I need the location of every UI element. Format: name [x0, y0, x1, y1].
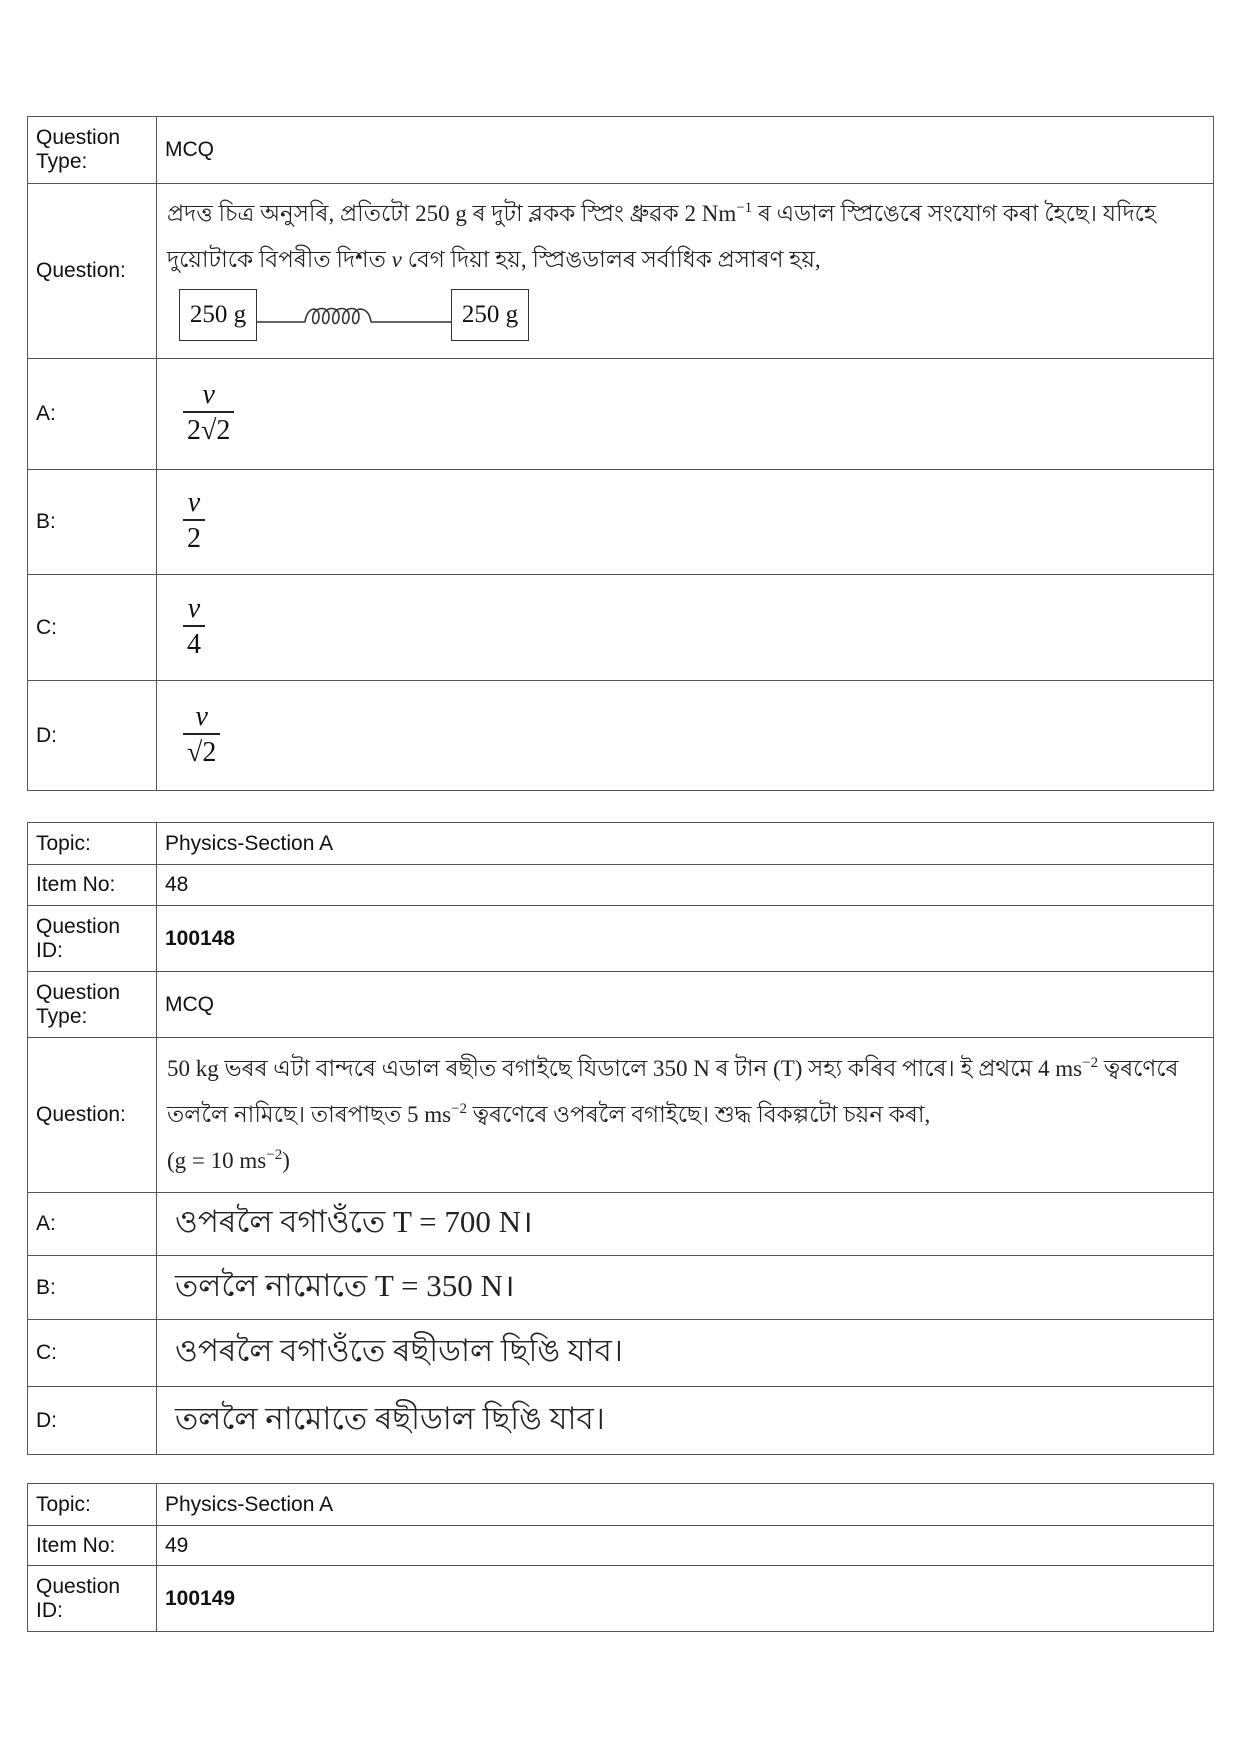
- superscript: −2: [451, 1101, 468, 1117]
- topic-value: Physics-Section A: [157, 1484, 1214, 1526]
- option-d[interactable]: [157, 681, 1214, 791]
- option-row-d: [28, 1387, 1214, 1455]
- option-label: B:: [28, 1256, 157, 1320]
- question-id-row: [28, 906, 1214, 972]
- question-id-row: [28, 1566, 1214, 1632]
- option-row-c: [28, 1320, 1214, 1387]
- fraction-numerator: v: [195, 700, 208, 732]
- option-a[interactable]: [157, 1193, 1214, 1256]
- option-b[interactable]: [157, 1256, 1214, 1320]
- option-label: A:: [28, 1193, 157, 1256]
- option-label: C:: [28, 1320, 157, 1387]
- item-no-label: Item No:: [28, 1526, 157, 1566]
- topic-label: Topic:: [28, 1484, 157, 1526]
- question-49-table: [27, 1483, 1214, 1632]
- question-text-line2-end: বেগ দিয়া হয়, স্প্ৰিঙডালৰ সৰ্বাধিক প্ৰসাৰণ হয়,: [401, 247, 821, 272]
- fraction-denominator: 2√2: [183, 411, 234, 449]
- gravity-note: (g = 10 ms: [167, 1148, 267, 1173]
- question-row: [28, 184, 1214, 359]
- option-c[interactable]: [157, 1320, 1214, 1387]
- block-right: 250 g: [451, 289, 529, 341]
- question-body: [157, 1038, 1214, 1193]
- question-text-line2: তললৈ নামিছে। তাৰপাছত 5 ms: [167, 1102, 452, 1127]
- option-row-b: [28, 470, 1214, 575]
- question-label: Question:: [28, 1038, 157, 1193]
- option-row-a: [28, 1193, 1214, 1256]
- item-no-label: Item No:: [28, 865, 157, 906]
- option-row-a: [28, 359, 1214, 470]
- question-text: [167, 191, 1203, 283]
- question-type-value: MCQ: [157, 972, 1214, 1038]
- question-id-value: 100149: [157, 1566, 1214, 1632]
- question-text-line2: দুয়োটাকে বিপৰীত দিশত: [167, 247, 392, 272]
- option-row-d: [28, 681, 1214, 791]
- question-text-line1-end: ত্বৰণেৰে: [1098, 1056, 1179, 1081]
- topic-row: [28, 823, 1214, 865]
- question-type-row: [28, 972, 1214, 1038]
- question-text-line1-end: ৰ এডাল স্প্ৰিঙেৰে সংযোগ কৰা হৈছে। যদিহে: [752, 201, 1157, 226]
- fraction: [183, 379, 234, 449]
- question-48-table: [27, 822, 1214, 1455]
- option-d[interactable]: [157, 1387, 1214, 1455]
- option-label: C:: [28, 575, 157, 681]
- fraction-numerator: v: [202, 379, 215, 410]
- question-text-line1: 50 kg ভৰৰ এটা বান্দৰে এডাল ৰছীত বগাইছে যিডালে 350 N ৰ টান (T) সহ্য কৰিব পাৰে। ই প্ৰথমে 4 ms: [167, 1056, 1083, 1081]
- option-label: B:: [28, 470, 157, 575]
- topic-row: [28, 1484, 1214, 1526]
- superscript: −2: [1082, 1055, 1099, 1071]
- option-label: D:: [28, 681, 157, 791]
- spring-icon: [257, 300, 451, 330]
- question-text: [167, 1046, 1203, 1184]
- item-no-row: [28, 865, 1214, 906]
- question-type-value: MCQ: [157, 117, 1214, 184]
- item-no-value: 48: [157, 865, 1214, 906]
- item-no-row: [28, 1526, 1214, 1566]
- option-c[interactable]: [157, 575, 1214, 681]
- fraction-denominator: 2: [183, 519, 205, 557]
- fraction-numerator: v: [187, 592, 201, 624]
- question-text-line2-end: ত্বৰণেৰে ওপৰলৈ বগাইছে। শুদ্ধ বিকল্পটো চয়ন কৰা,: [467, 1102, 931, 1127]
- option-b[interactable]: [157, 470, 1214, 575]
- question-type-row: [28, 117, 1214, 184]
- option-text: তললৈ নামোতে T = 350 N।: [175, 1267, 515, 1303]
- gravity-note-end: ): [282, 1148, 290, 1173]
- fraction-denominator: √2: [183, 733, 220, 771]
- question-row: [28, 1038, 1214, 1193]
- option-text: তললৈ নামোতে ৰছীডাল ছিঙি যাব।: [175, 1400, 605, 1436]
- option-label: A:: [28, 359, 157, 470]
- fraction: [183, 487, 205, 557]
- question-type-label: Question Type:: [28, 117, 157, 184]
- topic-value: Physics-Section A: [157, 823, 1214, 865]
- spring-block-diagram: [179, 287, 1203, 343]
- question-id-label: Question ID:: [28, 906, 157, 972]
- topic-label: Topic:: [28, 823, 157, 865]
- question-body: [157, 184, 1214, 359]
- superscript: −2: [266, 1147, 283, 1163]
- fraction: [183, 701, 220, 771]
- block-left: 250 g: [179, 289, 257, 341]
- item-no-value: 49: [157, 1526, 1214, 1566]
- fraction: [183, 593, 205, 663]
- option-a[interactable]: [157, 359, 1214, 470]
- velocity-symbol: v: [391, 247, 402, 272]
- superscript: −1: [736, 200, 753, 216]
- option-row-c: [28, 575, 1214, 681]
- fraction-numerator: v: [187, 487, 201, 518]
- question-id-label: Question ID:: [28, 1566, 157, 1632]
- option-text: ওপৰলৈ বগাওঁতে ৰছীডাল ছিঙি যাব।: [175, 1333, 623, 1368]
- question-type-label: Question Type:: [28, 972, 157, 1038]
- option-text: ওপৰলৈ বগাওঁতে T = 700 N।: [175, 1204, 533, 1239]
- option-label: D:: [28, 1387, 157, 1455]
- question-text-line1: প্ৰদত্ত চিত্ৰ অনুসৰি, প্ৰতিটো 250 g ৰ দুটা ব্লকক স্প্ৰিং ধ্ৰুৱক 2 Nm: [167, 201, 737, 226]
- option-row-b: [28, 1256, 1214, 1320]
- question-47-table: [27, 116, 1214, 791]
- fraction-denominator: 4: [183, 625, 205, 663]
- question-id-value: 100148: [157, 906, 1214, 972]
- question-label: Question:: [28, 184, 157, 359]
